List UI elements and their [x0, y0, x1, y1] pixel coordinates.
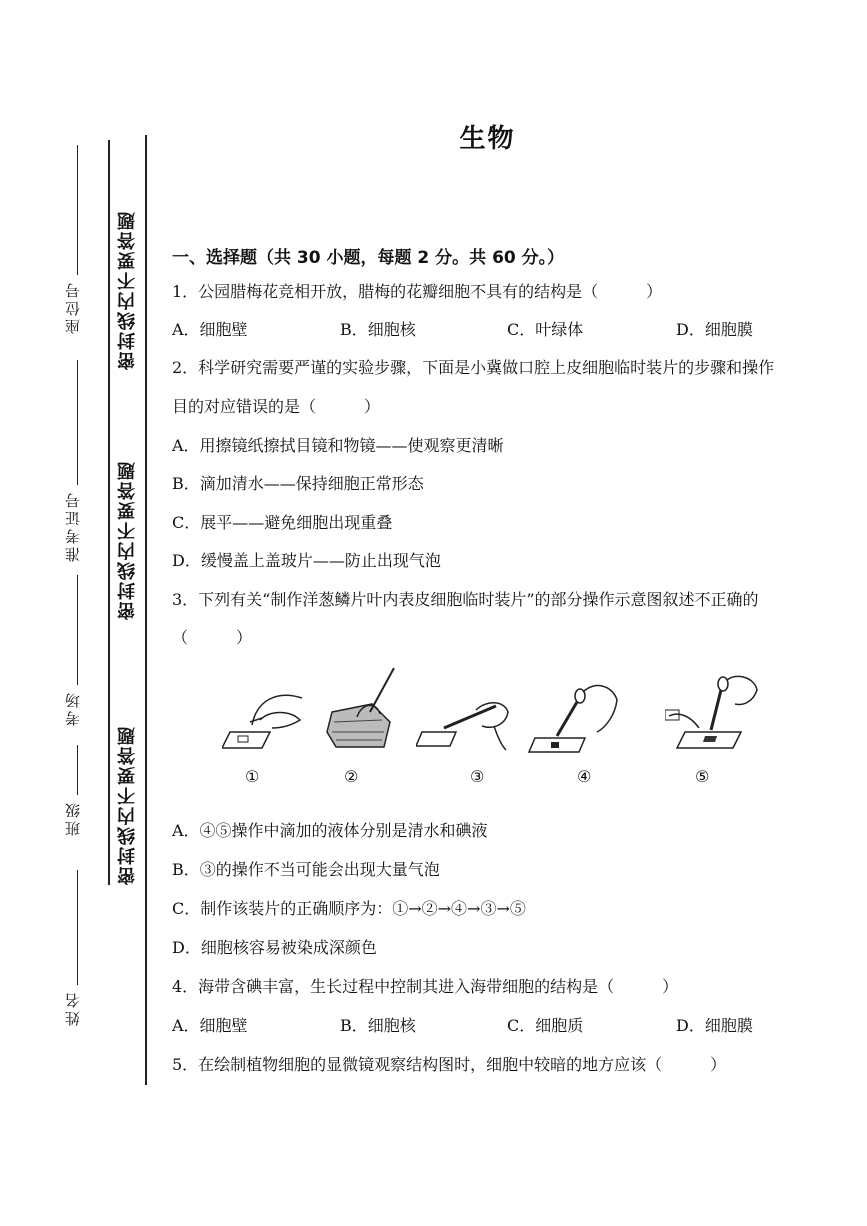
seal-text-3: 密封线内不要答题 — [117, 725, 138, 885]
q3-option-b[interactable]: B．③的操作不当可能会出现大量气泡 — [172, 860, 440, 879]
q3-figure-5 — [665, 672, 765, 757]
q3-figure-1-label: ① — [245, 767, 260, 786]
q3-figure-1 — [222, 680, 312, 760]
seal-line-outer — [108, 140, 110, 885]
question-2-line-2: 目的对应错误的是（ ） — [172, 397, 381, 416]
q2-option-b[interactable]: B．滴加清水——保持细胞正常形态 — [172, 474, 424, 493]
question-3-line-2: （ ） — [172, 628, 253, 647]
q1-option-b[interactable]: B．细胞核 — [340, 320, 416, 339]
seal-line-inner — [145, 135, 147, 1085]
field-seat-number-label: 座位号 — [64, 280, 82, 334]
q4-option-a[interactable]: A．细胞壁 — [172, 1016, 248, 1035]
question-4: 4．海带含碘丰富，生长过程中控制其进入海带细胞的结构是（ ） — [172, 977, 679, 996]
seal-text-2: 密封线内不要答题 — [117, 460, 138, 620]
field-class-line[interactable] — [77, 745, 78, 795]
page-title: 生物 — [459, 124, 516, 154]
q4-option-d[interactable]: D．细胞膜 — [676, 1016, 753, 1035]
q4-option-c[interactable]: C．细胞质 — [507, 1016, 584, 1035]
q1-option-c[interactable]: C．叶绿体 — [507, 320, 584, 339]
question-2-line-1: 2．科学研究需要严谨的实验步骤，下面是小冀做口腔上皮细胞临时装片的步骤和操作 — [172, 358, 775, 377]
seal-text-1: 密封线内不要答题 — [117, 210, 138, 370]
q3-figure-2 — [322, 662, 402, 757]
q3-option-a[interactable]: A．④⑤操作中滴加的液体分别是清水和碘液 — [172, 821, 488, 840]
q4-option-b[interactable]: B．细胞核 — [340, 1016, 416, 1035]
q2-option-a[interactable]: A．用擦镜纸擦拭目镜和物镜——使观察更清晰 — [172, 436, 504, 455]
field-seat-number-line[interactable] — [77, 145, 78, 275]
q1-option-d[interactable]: D．细胞膜 — [676, 320, 753, 339]
q3-figure-3-label: ③ — [470, 767, 485, 786]
question-5: 5．在绘制植物细胞的显微镜观察结构图时，细胞中较暗的地方应该（ ） — [172, 1055, 727, 1074]
q3-figure-3 — [416, 690, 516, 755]
q3-figure-5-label: ⑤ — [695, 767, 710, 786]
field-exam-room-line[interactable] — [77, 575, 78, 685]
question-3-line-1: 3．下列有关“制作洋葱鳞片叶内表皮细胞临时装片”的部分操作示意图叙述不正确的 — [172, 590, 759, 609]
q2-option-c[interactable]: C．展平——避免细胞出现重叠 — [172, 513, 393, 532]
field-admission-ticket-label: 准考证号 — [64, 490, 82, 562]
q3-figure-4-label: ④ — [577, 767, 592, 786]
q3-figure-2-label: ② — [344, 767, 359, 786]
q3-option-d[interactable]: D．细胞核容易被染成深颜色 — [172, 938, 377, 957]
question-1: 1．公园腊梅花竞相开放，腊梅的花瓣细胞不具有的结构是（ ） — [172, 282, 663, 301]
field-name-label: 姓名 — [64, 990, 82, 1026]
q2-option-d[interactable]: D．缓慢盖上盖玻片——防止出现气泡 — [172, 551, 441, 570]
field-name-line[interactable] — [77, 870, 78, 985]
field-admission-ticket-line[interactable] — [77, 360, 78, 485]
field-exam-room-label: 考场 — [64, 690, 82, 726]
field-class-label: 班级 — [64, 800, 82, 836]
q1-option-a[interactable]: A．细胞壁 — [172, 320, 248, 339]
q3-figure-4 — [525, 680, 625, 760]
section-header: 一、选择题（共 30 小题，每题 2 分。共 60 分。） — [172, 248, 565, 268]
q3-option-c[interactable]: C．制作该装片的正确顺序为：①→②→④→③→⑤ — [172, 899, 526, 918]
